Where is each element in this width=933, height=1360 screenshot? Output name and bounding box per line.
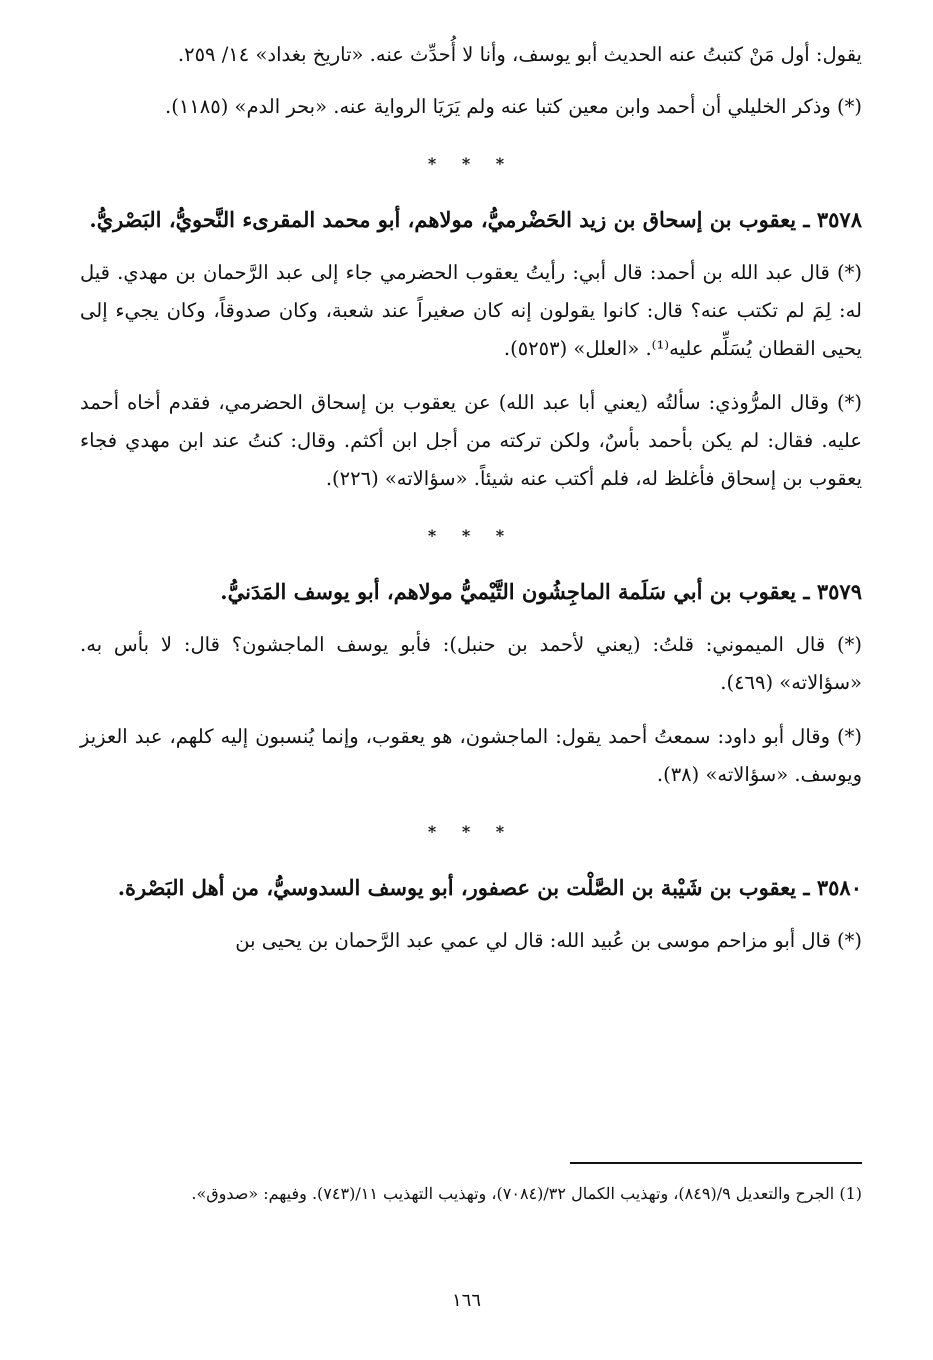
entry-heading-3579: ٣٥٧٩ ـ يعقوب بن أبي سَلَمة الماجِشُون التَّيْميُّ مولاهم، أبو يوسف المَدَنيُّ. bbox=[220, 579, 862, 604]
paragraph-3580-1: (*) قال أبو مزاحم موسى بن عُبيد الله: قال لي عمي عبد الرَّحمان بن يحيى بن bbox=[235, 929, 862, 952]
section-divider: * * * bbox=[427, 822, 515, 841]
footnote: (1) الجرح والتعديل ٩/(٨٤٩)، وتهذيب الكمال ٣٢/(٧٠٨٤)، وتهذيب التهذيب ١١/(٧٤٣). وفيهم: «صدوق». bbox=[191, 1184, 862, 1203]
paragraph-3579-2: (*) وقال أبو داود: سمعتُ أحمد يقول: الماجشون، هو يعقوب، وإنما يُنسبون إليه كلهم، عبد العزيز ويوسف. «سؤالاته» (٣٨). bbox=[80, 725, 862, 786]
entry-heading-3580: ٣٥٨٠ ـ يعقوب بن شَيْبة بن الصَّلْت بن عصفور، أبو يوسف السدوسيُّ، من أهل البَصْرة. bbox=[117, 875, 862, 900]
page-number: ١٦٦ bbox=[451, 1290, 481, 1311]
paragraph-3578-1: (*) قال عبد الله بن أحمد: قال أبي: رأيتُ يعقوب الحضرمي جاء إلى عبد الرَّحمان بن مهدي. قيل له: لِمَ لم تكتب عنه؟ قال: كانوا يقولون إنه كان صغيراً عند شعبة، وكان صدوقاً، وكان يجيء إلى يحيى القطان يُسَلِّم عليه⁽¹⁾. «العلل» (٥٢٥٣). bbox=[80, 261, 862, 360]
paragraph-3578-2: (*) وقال المرُّوذي: سألتُه (يعني أبا عبد الله) عن يعقوب بن إسحاق الحضرمي، فقدم أخاه أحمد عليه. فقال: لم يكن بأحمد بأسٌ، ولكن تركته من أجل ابن أكثم. وقال: كنتُ عند ابن مهدي فجاء يعقوب بن إسحاق فأغلظ له، فلم أكتب عنه شيئاً. «سؤالاته» (٢٢٦). bbox=[80, 391, 862, 490]
footnote-rule bbox=[570, 1162, 862, 1164]
section-divider: * * * bbox=[427, 526, 515, 545]
page-content bbox=[80, 36, 862, 976]
paragraph-3579-1: (*) قال الميموني: قلتُ: (يعني لأحمد بن حنبل): فأبو يوسف الماجشون؟ قال: لا بأس به. «سؤالاته» (٤٦٩). bbox=[80, 633, 862, 694]
section-divider: * * * bbox=[427, 154, 515, 173]
paragraph-khalili: (*) وذكر الخليلي أن أحمد وابن معين كتبا عنه ولم يَرَيَا الرواية عنه. «بحر الدم» (١١٨٥). bbox=[165, 95, 862, 118]
entry-heading-3578: ٣٥٧٨ ـ يعقوب بن إسحاق بن زيد الحَضْرميُّ، مولاهم، أبو محمد المقرىء النَّحويُّ، البَصْريُّ. bbox=[89, 207, 862, 232]
paragraph-continuation: يقول: أول مَنْ كتبتُ عنه الحديث أبو يوسف، وأنا لا أُحدِّث عنه. «تاريخ بغداد» ١٤/ ٢٥٩. bbox=[177, 43, 862, 66]
